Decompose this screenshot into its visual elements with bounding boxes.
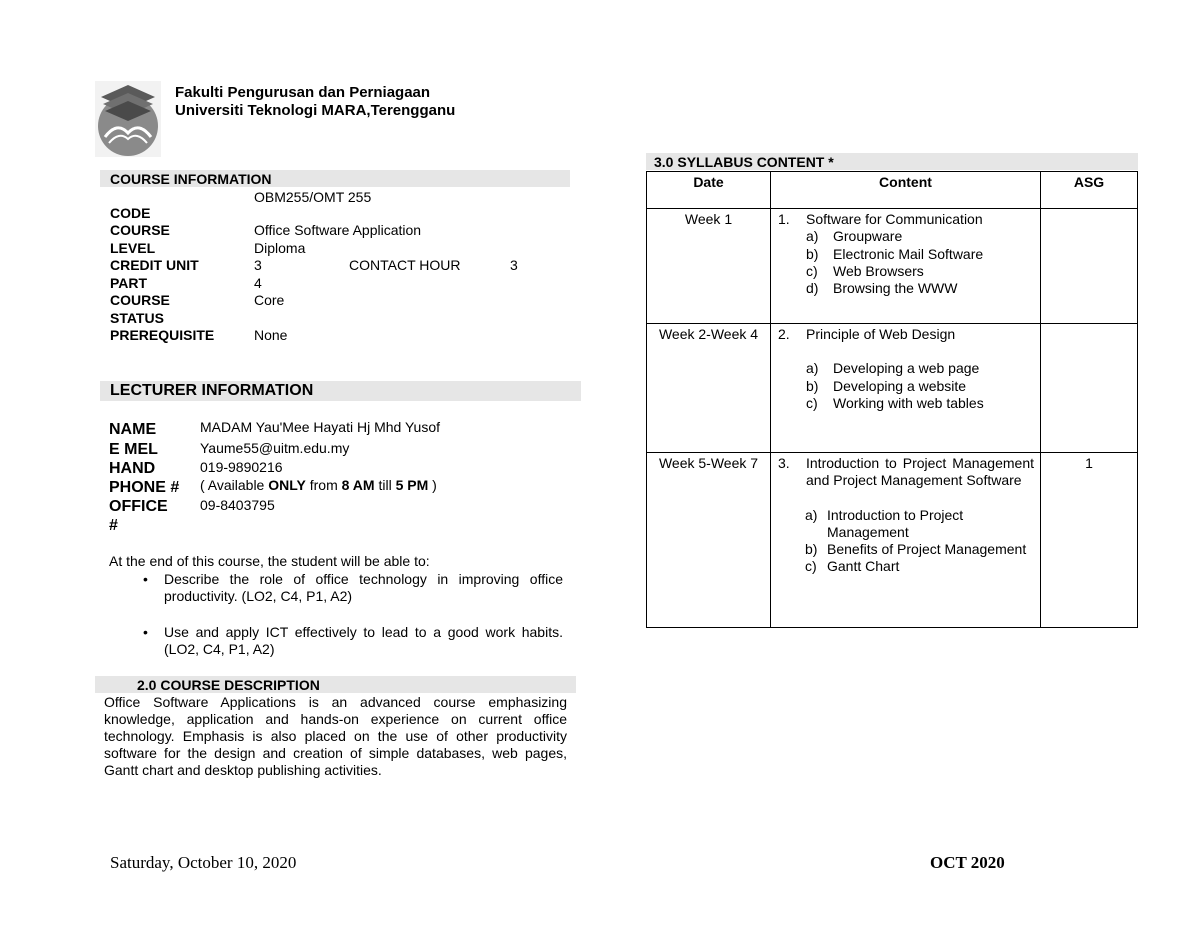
course-description-heading: 2.0 COURSE DESCRIPTION bbox=[137, 677, 320, 693]
spacer bbox=[771, 490, 1040, 507]
subtopic-text: Groupware bbox=[833, 228, 903, 245]
syllabus-row bbox=[647, 453, 1138, 628]
subtopic-text: Benefits of Project Management bbox=[827, 541, 1027, 558]
subtopic bbox=[771, 246, 1040, 263]
availability-note bbox=[200, 476, 437, 495]
email-label: E MEL bbox=[109, 441, 158, 458]
course-code-value: OBM255/OMT 255 bbox=[254, 189, 372, 205]
office-label: OFFICE bbox=[109, 498, 168, 515]
subtopic-text: Developing a website bbox=[833, 377, 967, 394]
row-date: Week 1 bbox=[647, 209, 771, 324]
contact-hour-value: 3 bbox=[510, 257, 518, 273]
course-info-heading: COURSE INFORMATION bbox=[110, 171, 272, 187]
footer-term: OCT 2020 bbox=[930, 853, 1005, 872]
subtopic-letter: b) bbox=[806, 377, 819, 394]
subtopic bbox=[771, 280, 1040, 297]
part-value: 4 bbox=[254, 275, 262, 291]
subtopic bbox=[771, 263, 1040, 280]
subtopic bbox=[771, 541, 1040, 558]
course-info-heading-bar bbox=[100, 170, 570, 187]
course-status-label-2: STATUS bbox=[110, 310, 164, 326]
credit-unit-label: CREDIT UNIT bbox=[110, 257, 199, 273]
syllabus-heading: 3.0 SYLLABUS CONTENT * bbox=[654, 154, 834, 170]
syllabus-heading-bar bbox=[646, 153, 1138, 170]
subtopic-text: Developing a web page bbox=[833, 360, 980, 377]
prerequisite-label: PREREQUISITE bbox=[110, 327, 215, 343]
course-label: COURSE bbox=[110, 222, 170, 238]
hand-phone-value: 019-9890216 bbox=[200, 459, 283, 475]
uitm-logo bbox=[95, 81, 161, 157]
subtopic-text: Introduction to Project Management bbox=[827, 506, 964, 540]
topic-title-text: Introduction to Project Management and Project Management Software bbox=[806, 455, 1034, 489]
subtopic-letter: c) bbox=[806, 262, 818, 279]
topic-title bbox=[771, 455, 1040, 490]
outcome-bullet-2: • bbox=[143, 624, 148, 640]
course-description-text: Office Software Applications is an advanced course emphasizing knowledge, application and hands-on experience on current office technology. Emphasis is also placed on the use of other productivity software for the design and creation of simple databases, web pages, Gantt chart and desktop publishing activities. bbox=[104, 694, 567, 778]
subtopic-letter: a) bbox=[806, 360, 819, 377]
course-name-value: Office Software Application bbox=[254, 222, 422, 238]
faculty-name: Fakulti Pengurusan dan Perniagaan bbox=[175, 84, 431, 101]
row-asg: 1 bbox=[1041, 453, 1138, 628]
subtopic bbox=[771, 395, 1040, 412]
topic-title-text: Software for Communication bbox=[806, 211, 983, 227]
subtopic-text: Browsing the WWW bbox=[833, 280, 958, 297]
syllabus-row bbox=[647, 324, 1138, 453]
lecturer-email-value: Yaume55@uitm.edu.my bbox=[200, 440, 350, 456]
subtopic bbox=[771, 360, 1040, 377]
outcome-bullet-1: • bbox=[143, 571, 148, 587]
level-value: Diploma bbox=[254, 240, 306, 256]
part-label: PART bbox=[110, 275, 148, 291]
code-label: CODE bbox=[110, 205, 151, 221]
footer-date: Saturday, October 10, 2020 bbox=[110, 853, 297, 872]
outcomes-intro: At the end of this course, the student will be able to: bbox=[109, 553, 430, 569]
contact-hour-label: CONTACT HOUR bbox=[349, 257, 461, 273]
col-date-header: Date bbox=[647, 172, 771, 209]
avail-text-4: 8 AM bbox=[341, 477, 375, 493]
subtopic-letter: d) bbox=[806, 280, 819, 297]
phone-label: PHONE # bbox=[109, 479, 180, 496]
subtopic-letter: b) bbox=[805, 541, 818, 558]
row-date: Week 2-Week 4 bbox=[647, 324, 771, 453]
row-date: Week 5-Week 7 bbox=[647, 453, 771, 628]
office-phone-value: 09-8403795 bbox=[200, 497, 275, 513]
office-hash-label: # bbox=[109, 517, 118, 534]
avail-text-6: 5 PM bbox=[395, 477, 429, 493]
avail-text-2: ONLY bbox=[268, 477, 306, 493]
lecturer-info-heading-bar bbox=[100, 381, 581, 401]
syllabus-table bbox=[646, 171, 1138, 628]
subtopic bbox=[771, 378, 1040, 395]
row-content bbox=[771, 209, 1041, 324]
subtopic-text: Gantt Chart bbox=[827, 558, 900, 575]
subtopic-letter: a) bbox=[805, 506, 818, 523]
row-asg bbox=[1041, 209, 1138, 324]
col-asg-header: ASG bbox=[1041, 172, 1138, 209]
outcome-item-2: Use and apply ICT effectively to lead to a good work habits. (LO2, C4, P1, A2) bbox=[164, 624, 563, 657]
subtopic bbox=[771, 507, 1040, 542]
avail-text-3: from bbox=[305, 477, 342, 493]
row-content bbox=[771, 453, 1041, 628]
topic-number: 3. bbox=[778, 455, 790, 471]
course-description-heading-bar bbox=[95, 676, 576, 693]
subtopic-text: Working with web tables bbox=[833, 394, 984, 411]
prerequisite-value: None bbox=[254, 327, 288, 343]
subtopic-letter: c) bbox=[805, 558, 817, 575]
topic-title bbox=[771, 326, 1040, 343]
subtopic-text: Web Browsers bbox=[833, 262, 924, 279]
avail-text-1: ( Available bbox=[200, 477, 269, 493]
avail-text-5: till bbox=[374, 477, 396, 493]
hand-label: HAND bbox=[109, 460, 156, 477]
outcome-item-1: Describe the role of office technology in improving office productivity. (LO2, C4, P1, A2) bbox=[164, 571, 563, 604]
row-content bbox=[771, 324, 1041, 453]
subtopic-text: Electronic Mail Software bbox=[833, 245, 984, 262]
syllabus-header-row bbox=[647, 172, 1138, 209]
institution-header bbox=[175, 84, 455, 120]
row-asg bbox=[1041, 324, 1138, 453]
topic-number: 1. bbox=[778, 211, 790, 227]
avail-text-7: ) bbox=[428, 477, 437, 493]
topic-title-text: Principle of Web Design bbox=[806, 326, 956, 342]
subtopic bbox=[771, 558, 1040, 575]
spacer bbox=[771, 343, 1040, 360]
course-status-label-1: COURSE bbox=[110, 292, 170, 308]
subtopic-letter: a) bbox=[806, 228, 819, 245]
level-label: LEVEL bbox=[110, 240, 156, 256]
subtopic bbox=[771, 228, 1040, 245]
subtopic-letter: b) bbox=[806, 245, 819, 262]
subtopic-letter: c) bbox=[806, 394, 818, 411]
col-content-header: Content bbox=[771, 172, 1041, 209]
syllabus-row bbox=[647, 209, 1138, 324]
university-name: Universiti Teknologi MARA,Terengganu bbox=[175, 102, 456, 119]
lecturer-name-value: MADAM Yau'Mee Hayati Hj Mhd Yusof bbox=[200, 419, 440, 435]
topic-title bbox=[771, 211, 1040, 228]
course-status-value: Core bbox=[254, 292, 285, 308]
topic-number: 2. bbox=[778, 326, 790, 342]
name-label: NAME bbox=[109, 421, 157, 438]
credit-unit-value: 3 bbox=[254, 257, 262, 273]
lecturer-info-heading: LECTURER INFORMATION bbox=[110, 382, 314, 399]
